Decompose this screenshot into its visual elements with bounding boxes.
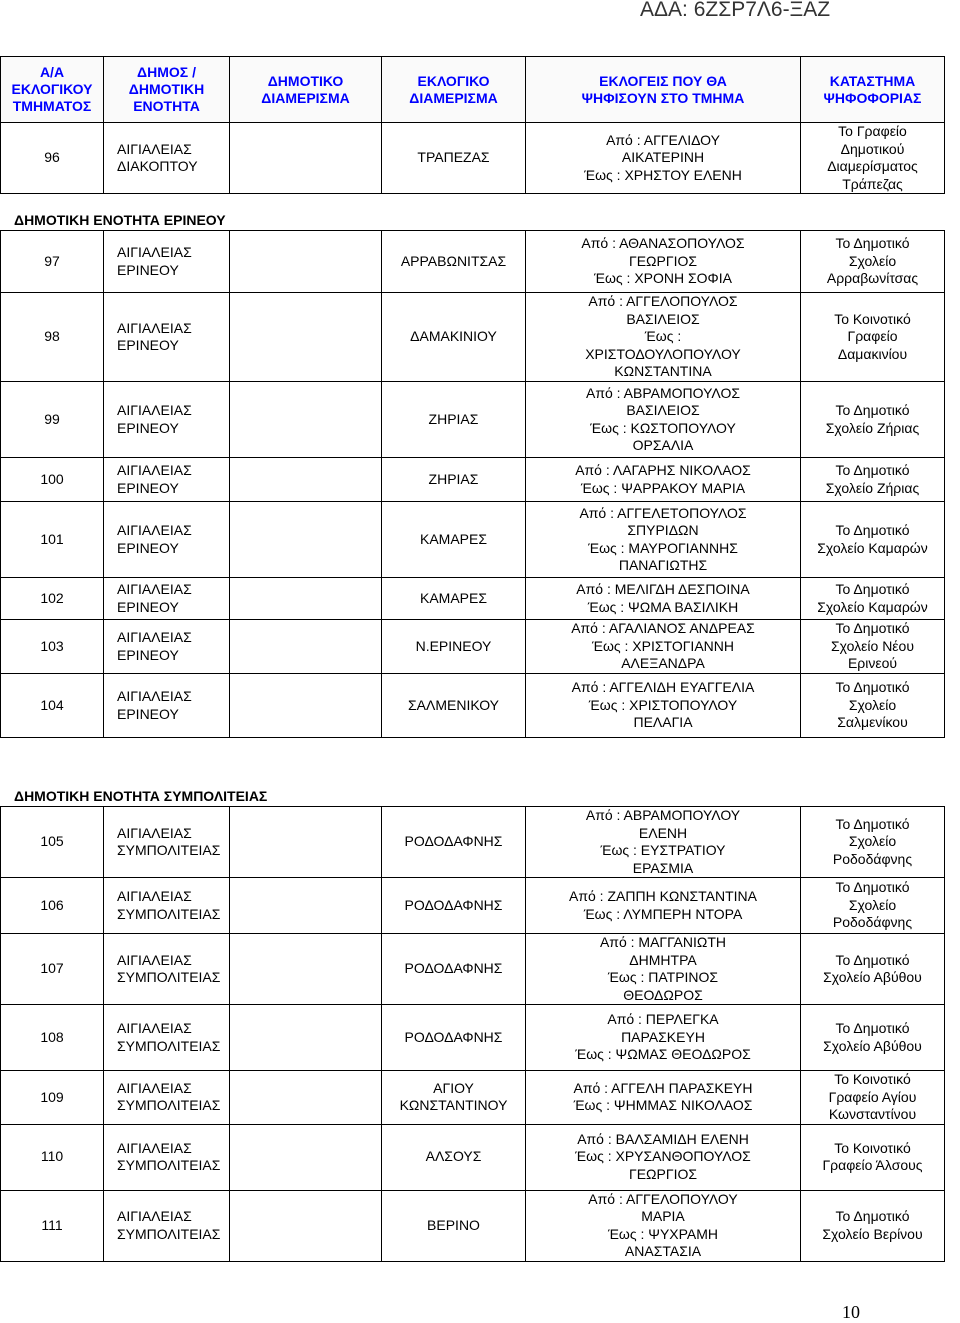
row-municipality: ΑΙΓΙΑΛΕΙΑΣ ΣΥΜΠΟΛΙΤΕΙΑΣ	[104, 1005, 230, 1071]
row-number: 103	[1, 620, 104, 674]
row-voters: Από : ΑΓΓΕΛΗ ΠΑΡΑΣΚΕΥΗ Έως : ΨΗΜΜΑΣ ΝΙΚΟΛΑΟΣ	[526, 1071, 801, 1125]
section-title-sympoliteias: ΔΗΜΟΤΙΚΗ ΕΝΟΤΗΤΑ ΣΥΜΠΟΛΙΤΕΙΑΣ	[14, 788, 268, 804]
row-number: 109	[1, 1071, 104, 1125]
row-department	[230, 502, 382, 578]
row-municipality: ΑΙΓΙΑΛΕΙΑΣ ΕΡΙΝΕΟΥ	[104, 382, 230, 458]
sympoliteias-table	[0, 806, 945, 1262]
row-polling-station: Το Δημοτικό Σχολείο Ροδοδάφνης	[801, 878, 945, 934]
row-electoral-dept: ΚΑΜΑΡΕΣ	[382, 502, 526, 578]
table-row	[1, 674, 945, 738]
row-polling-station: Το Δημοτικό Σχολείο Ροδοδάφνης	[801, 807, 945, 878]
row-polling-station: Το Κοινοτικό Γραφείο Αγίου Κωνσταντίνου	[801, 1071, 945, 1125]
row-municipality: ΑΙΓΙΑΛΕΙΑΣ ΣΥΜΠΟΛΙΤΕΙΑΣ	[104, 1190, 230, 1261]
erineou-table	[0, 230, 945, 738]
row-voters: Από : ΑΓΓΕΛΟΠΟΥΛΟΥ ΜΑΡΙΑ Έως : ΨΥΧΡΑΜΗ ΑΝΑΣΤΑΣΙΑ	[526, 1190, 801, 1261]
row-department	[230, 578, 382, 620]
table-row	[1, 1071, 945, 1125]
row-voters: Από : ΜΑΓΓΑΝΙΩΤΗ ΔΗΜΗΤΡΑ Έως : ΠΑΤΡΙΝΟΣ ΘΕΟΔΩΡΟΣ	[526, 934, 801, 1005]
row-polling-station: Το Δημοτικό Σχολείο Βερίνου	[801, 1190, 945, 1261]
row-number: 101	[1, 502, 104, 578]
row-department	[230, 458, 382, 502]
row-number: 102	[1, 578, 104, 620]
table-row	[1, 934, 945, 1005]
row-municipality: ΑΙΓΙΑΛΕΙΑΣ ΕΡΙΝΕΟΥ	[104, 620, 230, 674]
row-electoral-dept: ΡΟΔΟΔΑΦΝΗΣ	[382, 807, 526, 878]
row-municipality: ΑΙΓΙΑΛΕΙΑΣ ΔΙΑΚΟΠΤΟΥ	[104, 123, 230, 194]
header-row	[1, 57, 945, 123]
row-electoral-dept: ΚΑΜΑΡΕΣ	[382, 578, 526, 620]
row-department	[230, 1071, 382, 1125]
row-department	[230, 1190, 382, 1261]
row-number: 108	[1, 1005, 104, 1071]
table-row	[1, 807, 945, 878]
table-row	[1, 620, 945, 674]
row-electoral-dept: ΑΡΡΑΒΩΝΙΤΣΑΣ	[382, 231, 526, 293]
row-voters: Από : ΑΒΡΑΜΟΠΟΥΛΟΥ ΕΛΕΝΗ Έως : ΕΥΣΤΡΑΤΙΟΥ ΕΡΑΣΜΙΑ	[526, 807, 801, 878]
row-department	[230, 674, 382, 738]
row-voters: Από : ΑΘΑΝΑΣΟΠΟΥΛΟΣ ΓΕΩΡΓΙΟΣ Έως : ΧΡΟΝΗ ΣΟΦΙΑ	[526, 231, 801, 293]
row-municipality: ΑΙΓΙΑΛΕΙΑΣ ΕΡΙΝΕΟΥ	[104, 674, 230, 738]
row-electoral-dept: ΒΕΡΙΝΟ	[382, 1190, 526, 1261]
page-number: 10	[842, 1302, 860, 1322]
row-electoral-dept: Ν.ΕΡΙΝΕΟΥ	[382, 620, 526, 674]
row-polling-station: Το Δημοτικό Σχολείο Καμαρών	[801, 578, 945, 620]
row-department	[230, 1005, 382, 1071]
row-voters: Από : ΖΑΠΠΗ ΚΩΝΣΤΑΝΤΙΝΑ Έως : ΛΥΜΠΕΡΗ ΝΤΟΡΑ	[526, 878, 801, 934]
row-municipality: ΑΙΓΙΑΛΕΙΑΣ ΣΥΜΠΟΛΙΤΕΙΑΣ	[104, 1124, 230, 1190]
row-polling-station: Το Δημοτικό Σχολείο Ζήριας	[801, 382, 945, 458]
row-department	[230, 123, 382, 194]
row-number: 100	[1, 458, 104, 502]
row-voters: Από : ΜΕΛΙΓΔΗ ΔΕΣΠΟΙΝΑ Έως : ΨΩΜΑ ΒΑΣΙΛΙΚΗ	[526, 578, 801, 620]
table-row	[1, 382, 945, 458]
row-municipality: ΑΙΓΙΑΛΕΙΑΣ ΣΥΜΠΟΛΙΤΕΙΑΣ	[104, 934, 230, 1005]
row-department	[230, 934, 382, 1005]
row-polling-station: Το Δημοτικό Σχολείο Σαλμενίκου	[801, 674, 945, 738]
row-number: 104	[1, 674, 104, 738]
row-electoral-dept: ΡΟΔΟΔΑΦΝΗΣ	[382, 878, 526, 934]
row-polling-station: Το Δημοτικό Σχολείο Αβύθου	[801, 1005, 945, 1071]
header-table	[0, 56, 945, 194]
row-electoral-dept: ΡΟΔΟΔΑΦΝΗΣ	[382, 1005, 526, 1071]
col-header-electoral-dept: ΕΚΛΟΓΙΚΟ ΔΙΑΜΕΡΙΣΜΑ	[382, 57, 526, 123]
table-row	[1, 1005, 945, 1071]
row-municipality: ΑΙΓΙΑΛΕΙΑΣ ΕΡΙΝΕΟΥ	[104, 578, 230, 620]
row-municipality: ΑΙΓΙΑΛΕΙΑΣ ΣΥΜΠΟΛΙΤΕΙΑΣ	[104, 1071, 230, 1125]
row-municipality: ΑΙΓΙΑΛΕΙΑΣ ΣΥΜΠΟΛΙΤΕΙΑΣ	[104, 878, 230, 934]
row-polling-station: Το Δημοτικό Σχολείο Καμαρών	[801, 502, 945, 578]
row-polling-station: Το Γραφείο Δημοτικού Διαμερίσματος Τράπεζας	[801, 123, 945, 194]
table-row	[1, 123, 945, 194]
row-department	[230, 382, 382, 458]
table-row	[1, 578, 945, 620]
row-electoral-dept: ΤΡΑΠΕΖΑΣ	[382, 123, 526, 194]
row-number: 107	[1, 934, 104, 1005]
row-number: 98	[1, 293, 104, 382]
row-number: 99	[1, 382, 104, 458]
table-row	[1, 458, 945, 502]
section-title-erineou: ΔΗΜΟΤΙΚΗ ΕΝΟΤΗΤΑ ΕΡΙΝΕΟΥ	[14, 212, 226, 228]
row-voters: Από : ΑΓΑΛΙΑΝΟΣ ΑΝΔΡΕΑΣ Έως : ΧΡΙΣΤΟΓΙΑΝΝΗ ΑΛΕΞΑΝΔΡΑ	[526, 620, 801, 674]
col-header-polling-station: ΚΑΤΑΣΤΗΜΑ ΨΗΦΟΦΟΡΙΑΣ	[801, 57, 945, 123]
row-electoral-dept: ΔΑΜΑΚΙΝΙΟΥ	[382, 293, 526, 382]
row-municipality: ΑΙΓΙΑΛΕΙΑΣ ΕΡΙΝΕΟΥ	[104, 458, 230, 502]
row-polling-station: Το Δημοτικό Σχολείο Αβύθου	[801, 934, 945, 1005]
row-municipality: ΑΙΓΙΑΛΕΙΑΣ ΣΥΜΠΟΛΙΤΕΙΑΣ	[104, 807, 230, 878]
row-voters: Από : ΑΓΓΕΛΕΤΟΠΟΥΛΟΣ ΣΠΥΡΙΔΩΝ Έως : ΜΑΥΡΟΓΙΑΝΝΗΣ ΠΑΝΑΓΙΩΤΗΣ	[526, 502, 801, 578]
row-department	[230, 878, 382, 934]
table-row	[1, 878, 945, 934]
row-department	[230, 231, 382, 293]
table-row	[1, 293, 945, 382]
row-department	[230, 293, 382, 382]
col-header-department: ΔΗΜΟΤΙΚΟ ΔΙΑΜΕΡΙΣΜΑ	[230, 57, 382, 123]
table-row	[1, 1190, 945, 1261]
table-row	[1, 231, 945, 293]
row-electoral-dept: ΡΟΔΟΔΑΦΝΗΣ	[382, 934, 526, 1005]
ada-code: ΑΔΑ: 6ΖΣΡ7Λ6-ΞΑΖ	[640, 0, 831, 21]
row-municipality: ΑΙΓΙΑΛΕΙΑΣ ΕΡΙΝΕΟΥ	[104, 502, 230, 578]
row-voters: Από : ΑΓΓΕΛΙΔΗ ΕΥΑΓΓΕΛΙΑ Έως : ΧΡΙΣΤΟΠΟΥΛΟΥ ΠΕΛΑΓΙΑ	[526, 674, 801, 738]
row-polling-station: Το Κοινοτικό Γραφείο Άλσους	[801, 1124, 945, 1190]
row-number: 110	[1, 1124, 104, 1190]
row-voters: Από : ΑΓΓΕΛΙΔΟΥ ΑΙΚΑΤΕΡΙΝΗ Έως : ΧΡΗΣΤΟΥ ΕΛΕΝΗ	[526, 123, 801, 194]
table-row	[1, 502, 945, 578]
col-header-number: Α/Α ΕΚΛΟΓΙΚΟΥ ΤΜΗΜΑΤΟΣ	[1, 57, 104, 123]
row-electoral-dept: ΑΛΣΟΥΣ	[382, 1124, 526, 1190]
row-department	[230, 1124, 382, 1190]
row-department	[230, 807, 382, 878]
row-number: 106	[1, 878, 104, 934]
col-header-voters: ΕΚΛΟΓΕΙΣ ΠΟΥ ΘΑ ΨΗΦΙΣΟΥΝ ΣΤΟ ΤΜΗΜΑ	[526, 57, 801, 123]
row-electoral-dept: ΣΑΛΜΕΝΙΚΟΥ	[382, 674, 526, 738]
row-voters: Από : ΑΒΡΑΜΟΠΟΥΛΟΣ ΒΑΣΙΛΕΙΟΣ Έως : ΚΩΣΤΟΠΟΥΛΟΥ ΟΡΣΑΛΙΑ	[526, 382, 801, 458]
row-polling-station: Το Δημοτικό Σχολείο Ζήριας	[801, 458, 945, 502]
row-electoral-dept: ΑΓΙΟΥ ΚΩΝΣΤΑΝΤΙΝΟΥ	[382, 1071, 526, 1125]
row-number: 96	[1, 123, 104, 194]
row-voters: Από : ΒΑΛΣΑΜΙΔΗ ΕΛΕΝΗ Έως : ΧΡΥΣΑΝΘΟΠΟΥΛΟΣ ΓΕΩΡΓΙΟΣ	[526, 1124, 801, 1190]
row-voters: Από : ΑΓΓΕΛΟΠΟΥΛΟΣ ΒΑΣΙΛΕΙΟΣ Έως : ΧΡΙΣΤΟΔΟΥΛΟΠΟΥΛΟΥ ΚΩΝΣΤΑΝΤΙΝΑ	[526, 293, 801, 382]
row-municipality: ΑΙΓΙΑΛΕΙΑΣ ΕΡΙΝΕΟΥ	[104, 231, 230, 293]
row-voters: Από : ΠΕΡΛΕΓΚΑ ΠΑΡΑΣΚΕΥΗ Έως : ΨΩΜΑΣ ΘΕΟΔΩΡΟΣ	[526, 1005, 801, 1071]
row-number: 111	[1, 1190, 104, 1261]
row-department	[230, 620, 382, 674]
row-voters: Από : ΛΑΓΑΡΗΣ ΝΙΚΟΛΑΟΣ Έως : ΨΑΡΡΑΚΟΥ ΜΑΡΙΑ	[526, 458, 801, 502]
row-number: 105	[1, 807, 104, 878]
col-header-municipality: ΔΗΜΟΣ / ΔΗΜΟΤΙΚΗ ΕΝΟΤΗΤΑ	[104, 57, 230, 123]
row-polling-station: Το Δημοτικό Σχολείο Αρραβωνίτσας	[801, 231, 945, 293]
row-electoral-dept: ΖΗΡΙΑΣ	[382, 458, 526, 502]
row-electoral-dept: ΖΗΡΙΑΣ	[382, 382, 526, 458]
row-number: 97	[1, 231, 104, 293]
row-municipality: ΑΙΓΙΑΛΕΙΑΣ ΕΡΙΝΕΟΥ	[104, 293, 230, 382]
row-polling-station: Το Δημοτικό Σχολείο Νέου Ερινεού	[801, 620, 945, 674]
table-row	[1, 1124, 945, 1190]
row-polling-station: Το Κοινοτικό Γραφείο Δαμακινίου	[801, 293, 945, 382]
